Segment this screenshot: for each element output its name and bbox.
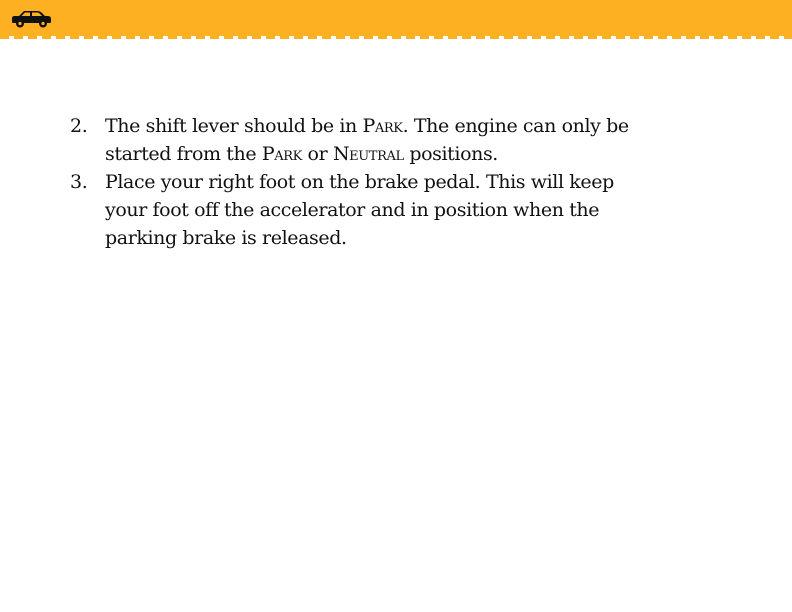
park-term: Park bbox=[261, 143, 302, 165]
park-term: Park bbox=[362, 115, 403, 137]
neutral-term: Neutral bbox=[332, 143, 404, 165]
step-text: Place your right foot on the brake pedal. This will keep your foot off the accelerator and in position when the parking brake is released. bbox=[105, 171, 614, 249]
step-text: The shift lever should be in Park. The engine can only be started from the Park or Neutral positions. bbox=[105, 115, 629, 165]
header-banner bbox=[0, 0, 792, 36]
step-number: 2. bbox=[70, 115, 88, 137]
step-number: 3. bbox=[70, 171, 88, 193]
header-banner-edge bbox=[0, 36, 792, 39]
list-item bbox=[66, 112, 646, 168]
car-icon bbox=[10, 9, 52, 29]
list-item bbox=[66, 168, 646, 252]
instruction-list bbox=[66, 112, 646, 252]
